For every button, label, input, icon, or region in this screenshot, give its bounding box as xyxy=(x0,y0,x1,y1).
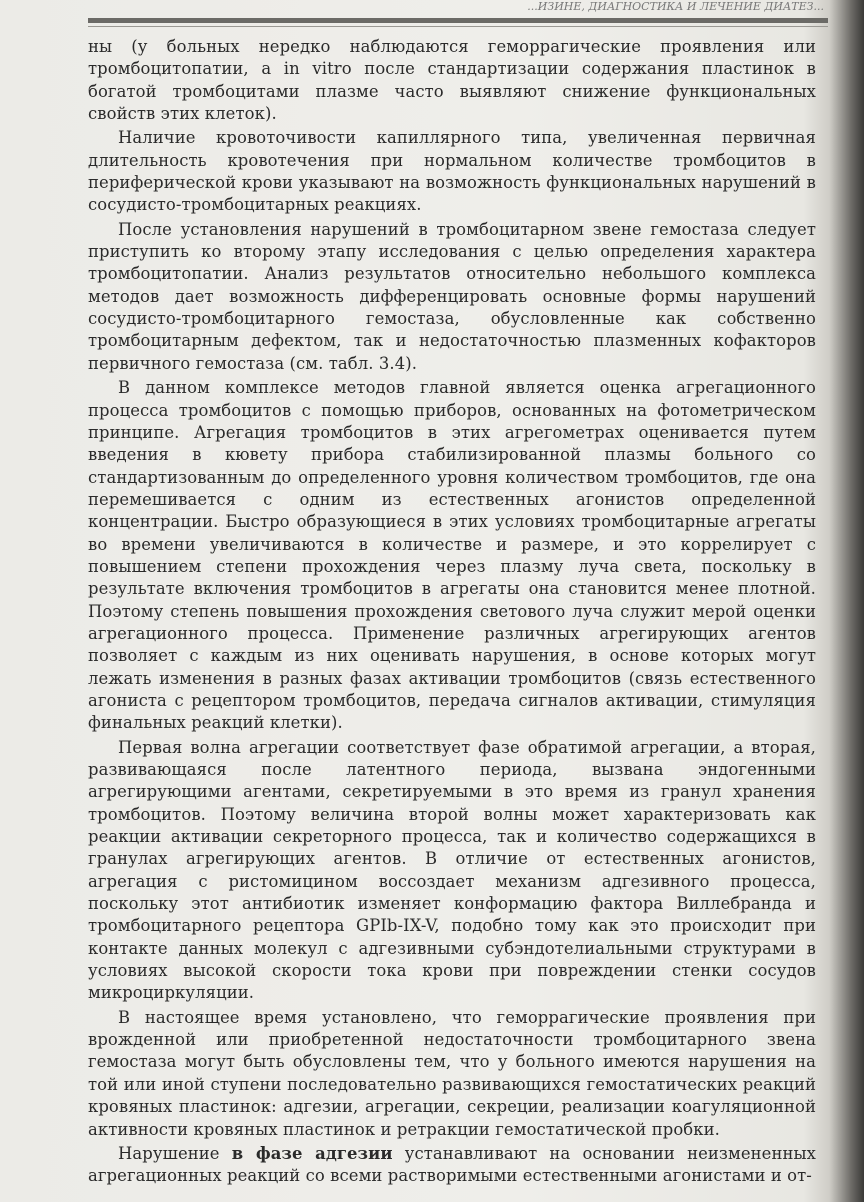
body-text xyxy=(88,36,816,1188)
adhesion-phase-term: в фазе адгезии xyxy=(231,1143,393,1163)
paragraph-5: Первая волна агрегации соответствует фазе обратимой агрегации, а вторая, развивающаяся после латентного периода, вызвана эндогенными агрегирующими агентами, секретируемыми в это время из гранул хранения тромбоцитов. Поэтому величина второй волны может характеризовать как реакции активации секреторного процесса, так и количество содержащихся в гранулах агрегирующих агентов. В отличие от естественных агонистов, агрегация с ристомицином воссоздает механизм адгезивного процесса, поскольку этот антибиотик изменяет конформацию фактора Виллебранда и тромбоцитарного рецептора GPIb-IX-V, подобно тому как это происходит при контакте данных молекул с адгезивными субэндотелиальными структурами в условиях высокой скорости тока крови при повреждении стенки сосудов микроциркуляции. xyxy=(88,737,816,1003)
paragraph-7-pre: Нарушение xyxy=(118,1143,232,1163)
paragraph-2: Наличие кровоточивости капиллярного типа, увеличенная первичная длительность кровотечения при нормальном количестве тромбоцитов в периферической крови указывают на возможность функциональных нарушений в сосудисто-тромбоцитарных реакциях. xyxy=(88,128,816,215)
paragraph-3: После установления нарушений в тромбоцитарном звене гемостаза следует приступить ко второму этапу исследования с целью определения характера тромбоцитопатии. Анализ результатов относительно небольшого комплекса методов дает возможность дифференцировать основные формы нарушений сосудисто-тромбоцитарного гемостаза, обусловленные как собственно тромбоцитарным дефектом, так и недостаточностью плазменных кофакторов первичного гемостаза (см. табл. 3.4). xyxy=(88,219,816,373)
paragraph-7 xyxy=(88,1143,816,1188)
paragraph-1: ны (у больных нередко наблюдаются геморрагические проявления или тромбоцитопатии, а in vitro после стандартизации содержания пластинок в богатой тромбоцитами плазме часто выявляют снижение функциональных свойств этих клеток). xyxy=(88,37,816,124)
running-head: ...ИЗИНЕ, ДИАГНОСТИКА И ЛЕЧЕНИЕ ДИАТЕЗ... xyxy=(527,0,824,13)
paragraph-6: В настоящее время установлено, что геморрагические проявления при врожденной или приобретенной недостаточности тромбоцитарного звена гемостаза могут быть обусловлены тем, что у больного имеются нарушения на той или иной ступени последовательно развивающихся гемостатических реакций кровяных пластинок: адгезии, агрегации, секреции, реализации коагуляционной активности кровяных пластинок и ретракции гемостатической пробки. xyxy=(88,1007,816,1139)
paragraph-4: В данном комплексе методов главной является оценка агрегационного процесса тромбоцитов с помощью приборов, основанных на фотометрическом принципе. Агрегация тромбоцитов в этих агрегометрах оценивается путем введения в кювету прибора стабилизированной плазмы больного со стандартизованным до определенного уровня количеством тромбоцитов, где она перемешивается с одним из естественных агонистов определенной концентрации. Быстро образующиеся в этих условиях тромбоцитарные агрегаты во времени увеличиваются в количестве и размере, и это коррелирует с повышением степени прохождения через плазму луча света, поскольку в результате включения тромбоцитов в агрегаты она становится менее плотной. Поэтому степень повышения прохождения светового луча служит мерой оценки агрегационного процесса. Применение различных агрегирующих агентов позволяет с каждым из них оценивать нарушения, в основе которых могут лежать изменения в разных фазах активации тромбоцитов (связь естественного агониста с рецептором тромбоцитов, передача сигналов активации, стимуляция финальных реакций клетки). xyxy=(88,378,816,733)
header-rule-thin xyxy=(88,26,828,27)
paragraph-7-post: устанавливают на основании неизмененных агрегационных реакций со всеми растворимыми естественными агонистами и от- xyxy=(88,1143,816,1186)
header-rule xyxy=(88,18,828,23)
